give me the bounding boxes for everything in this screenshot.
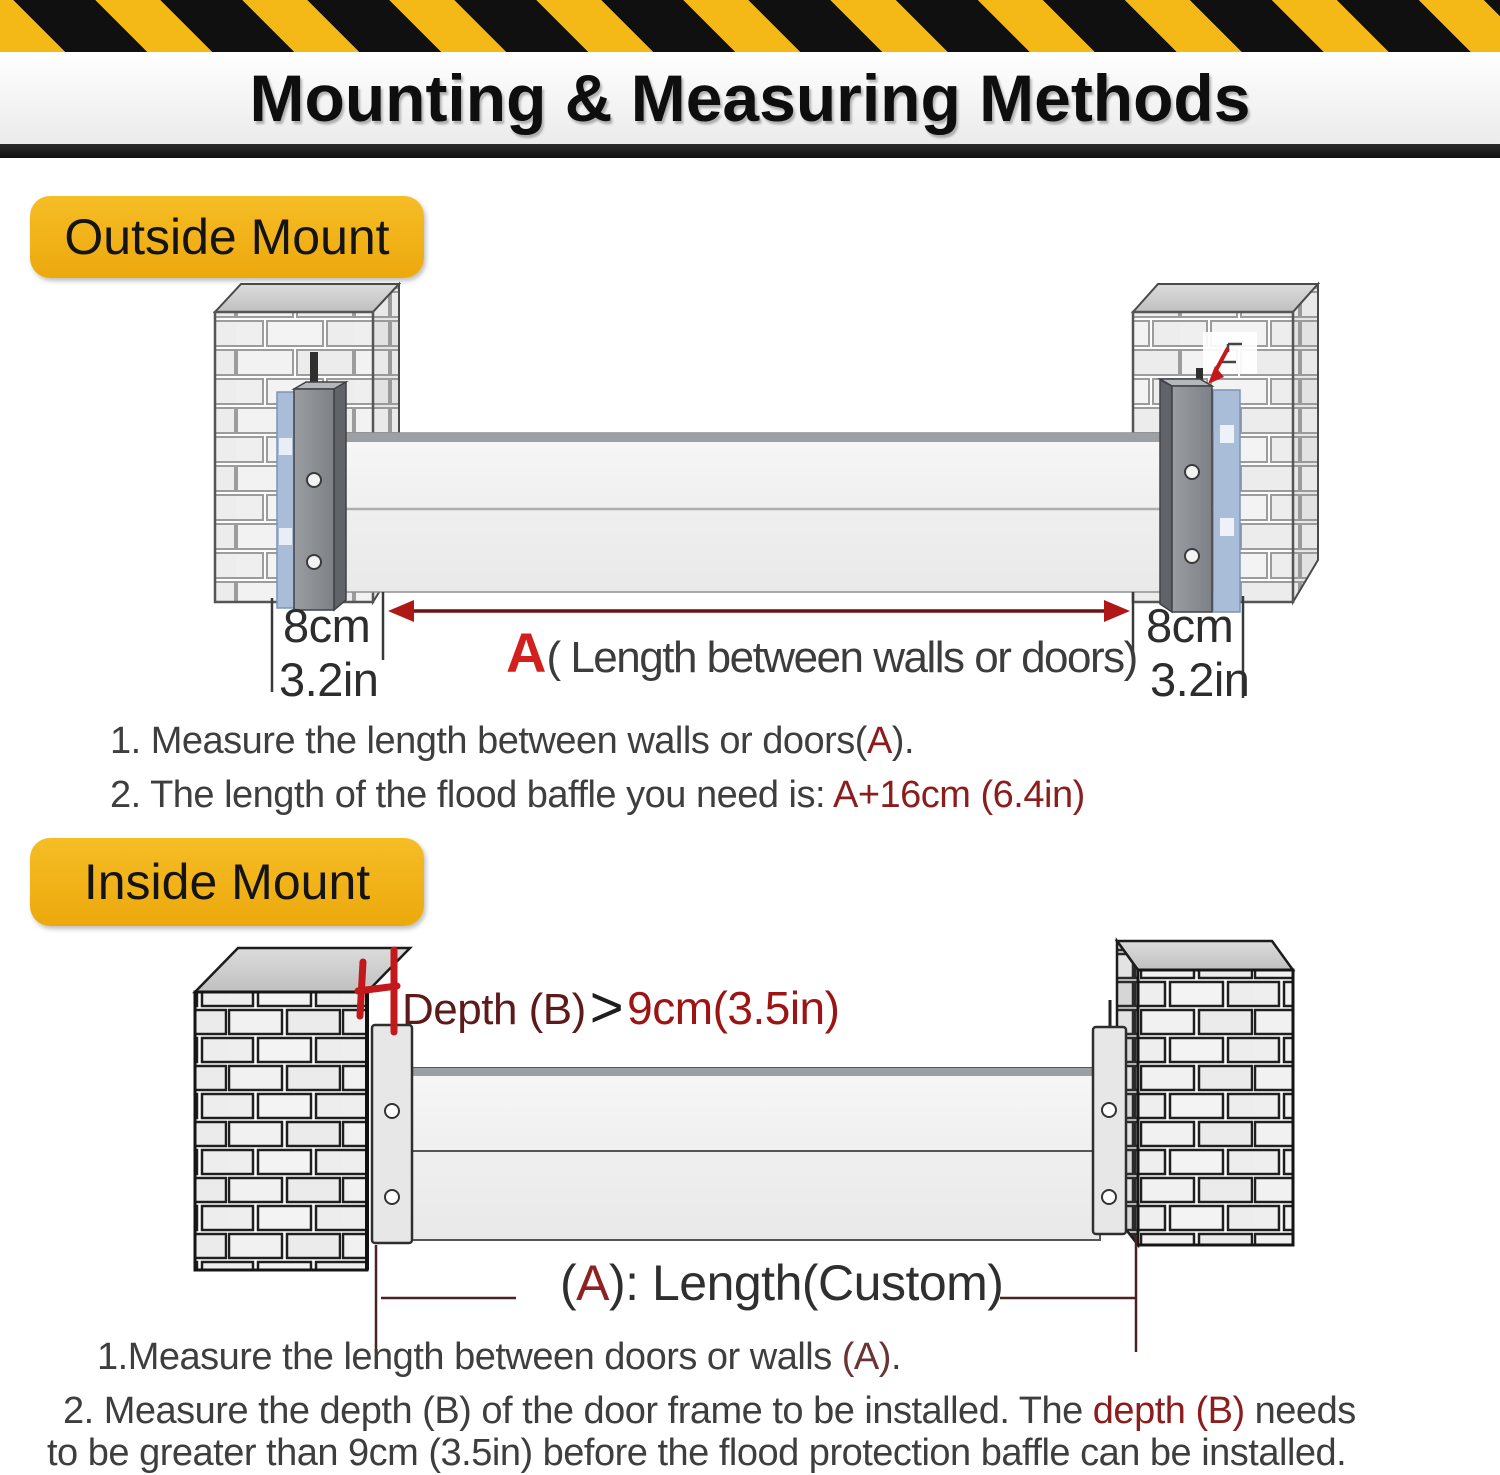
right-blue-mount-plate xyxy=(1213,390,1240,612)
inside-mount-label: Inside Mount xyxy=(83,854,371,910)
left-mount-bracket xyxy=(294,352,346,610)
length-A-letter: A xyxy=(506,621,547,684)
left-offset-cm: 8cm xyxy=(283,599,371,652)
outside-instruction-1: 1. Measure the length between walls or doors(A). xyxy=(110,720,915,762)
flood-barrier-inside xyxy=(400,1068,1100,1240)
right-offset-cm: 8cm xyxy=(1146,599,1234,652)
depth-requirement-caption: Depth (B) > 9cm(3.5in) xyxy=(402,975,840,1040)
inside-instruction-2-line1: 2. Measure the depth (B) of the door frame to be installed. The depth (B) needs xyxy=(63,1390,1356,1432)
right-offset-in: 3.2in xyxy=(1150,653,1250,706)
brick-notch xyxy=(1203,332,1257,374)
screw-hole xyxy=(1185,549,1199,563)
screw-hole xyxy=(307,555,321,569)
outside-mount-badge xyxy=(30,196,424,278)
inside-right-pillar xyxy=(1117,941,1293,1245)
screw-hole xyxy=(385,1190,399,1204)
flood-barrier-outside xyxy=(296,433,1213,592)
caution-tape-stripes xyxy=(0,0,1500,52)
header-divider-bar xyxy=(0,144,1500,158)
inside-instruction-2-line2: to be greater than 9cm (3.5in) before the flood protection baffle can be installed. xyxy=(47,1432,1347,1474)
length-custom-caption: (A): Length(Custom) xyxy=(560,1255,1004,1311)
screw-hole xyxy=(385,1104,399,1118)
outside-instruction-2: 2. The length of the flood baffle you need is: A+16cm (6.4in) xyxy=(110,774,1085,816)
outside-mount-label: Outside Mount xyxy=(64,209,390,265)
inside-mount-badge xyxy=(30,838,424,926)
screw-hole xyxy=(1102,1190,1116,1204)
screw-hole xyxy=(1185,465,1199,479)
left-blue-mount-plate xyxy=(277,392,296,608)
inside-left-bracket xyxy=(372,1025,412,1243)
screw-hole xyxy=(307,473,321,487)
length-A-arrow xyxy=(388,600,1130,622)
title-band xyxy=(0,52,1500,144)
page-title: Mounting & Measuring Methods xyxy=(249,61,1251,135)
left-offset-in: 3.2in xyxy=(279,653,379,706)
length-A-caption: A ( Length between walls or doors) xyxy=(506,621,1137,684)
inside-right-bracket xyxy=(1093,1027,1126,1234)
inside-instruction-1: 1.Measure the length between doors or walls (A). xyxy=(97,1336,901,1378)
screw-hole xyxy=(1102,1103,1116,1117)
greater-than-symbol: > xyxy=(589,975,624,1040)
